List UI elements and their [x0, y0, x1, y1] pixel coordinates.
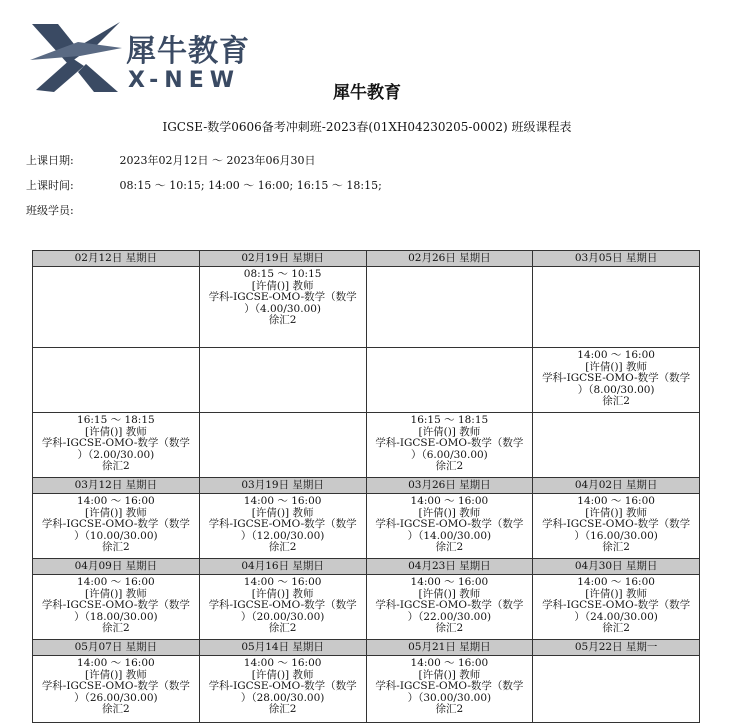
lesson-teacher: [许倩()] 教师: [251, 506, 314, 519]
lesson-course: 学科-IGCSE-OMO-数学（数学: [542, 518, 691, 530]
lesson-cell: [199, 656, 366, 723]
page-title: 犀牛教育: [333, 83, 401, 103]
lesson-course: 学科-IGCSE-OMO-数学（数学: [41, 680, 190, 692]
schedule-row: [33, 656, 700, 723]
lesson-progress: ）（16.00/30.00): [574, 529, 658, 542]
lesson-room: 徐汇2: [268, 314, 297, 326]
date-header: 02月12日 星期日: [33, 251, 200, 267]
lesson-progress: ）（20.00/30.00): [240, 610, 325, 623]
lesson-cell: [199, 494, 366, 559]
lesson-teacher: [许倩()] 教师: [585, 360, 647, 373]
lesson-course: 学科-IGCSE-OMO-数学（数学: [375, 599, 524, 611]
empty-cell: [533, 656, 700, 723]
empty-cell: [33, 348, 200, 413]
empty-cell: [366, 267, 533, 348]
schedule-subtitle: IGCSE-数学0606备考冲刺班-2023春(01XH04230205-0002) 班级课程表: [162, 120, 572, 134]
lesson-cell: [366, 494, 533, 559]
lesson-course: 学科-IGCSE-OMO-数学（数学: [41, 437, 190, 449]
lesson-time: 14:00 ～ 16:00: [577, 576, 655, 588]
lesson-progress: ）（6.00/30.00): [410, 448, 488, 461]
lesson-progress: ）（24.00/30.00): [574, 610, 658, 623]
schedule-table: [32, 250, 700, 723]
schedule-row: [33, 413, 700, 478]
lesson-course: 学科-IGCSE-OMO-数学（数学: [208, 599, 357, 611]
lesson-room: 徐汇2: [602, 622, 630, 634]
lesson-progress: ）（14.00/30.00): [407, 529, 492, 542]
lesson-time: 14:00 ～ 16:00: [410, 576, 489, 588]
lesson-cell: [366, 413, 533, 478]
date-header: 05月07日 星期日: [33, 640, 200, 656]
lesson-time: 16:15 ～ 18:15: [410, 414, 489, 426]
lesson-room: 徐汇2: [435, 541, 464, 553]
empty-cell: [33, 267, 200, 348]
lesson-cell: [366, 656, 533, 723]
week-header-row: [33, 640, 700, 656]
lesson-course: 学科-IGCSE-OMO-数学（数学: [542, 599, 691, 611]
lesson-cell: [533, 494, 700, 559]
lesson-time: 14:00 ～ 16:00: [243, 495, 322, 507]
lesson-course: 学科-IGCSE-OMO-数学（数学: [41, 518, 190, 530]
lesson-teacher: [许倩()] 教师: [85, 506, 147, 519]
date-header: 05月14日 星期日: [199, 640, 366, 656]
lesson-cell: [533, 348, 700, 413]
brand-name-en: X-NEW: [128, 68, 241, 93]
date-header: 02月19日 星期日: [199, 251, 366, 267]
date-header: 04月30日 星期日: [533, 559, 700, 575]
lesson-course: 学科-IGCSE-OMO-数学（数学: [375, 680, 524, 692]
date-header: 03月12日 星期日: [33, 478, 200, 494]
info-row-dates: [26, 152, 315, 168]
brand-name-cn: 犀牛教育: [126, 34, 250, 69]
lesson-time: 14:00 ～ 16:00: [243, 657, 322, 669]
lesson-cell: [199, 267, 366, 348]
lesson-progress: ）（10.00/30.00): [74, 529, 158, 542]
lesson-teacher: [许倩()] 教师: [418, 506, 481, 519]
lesson-time: 14:00 ～ 16:00: [410, 495, 489, 507]
info-row-students: [26, 202, 116, 218]
lesson-time: 14:00 ～ 16:00: [77, 495, 155, 507]
schedule-row: [33, 348, 700, 413]
schedule-row: [33, 267, 700, 348]
lesson-teacher: [许倩()] 教师: [251, 587, 314, 600]
lesson-cell: [33, 575, 200, 640]
lesson-course: 学科-IGCSE-OMO-数学（数学: [375, 518, 524, 530]
lesson-room: 徐汇2: [102, 541, 130, 553]
empty-cell: [533, 413, 700, 478]
schedule-row: [33, 494, 700, 559]
lesson-progress: ）（8.00/30.00): [577, 383, 655, 396]
schedule-row: [33, 575, 700, 640]
lesson-room: 徐汇2: [602, 395, 630, 407]
lesson-course: 学科-IGCSE-OMO-数学（数学: [208, 680, 357, 692]
date-header: 04月02日 星期日: [533, 478, 700, 494]
week-header-row: [33, 478, 700, 494]
lesson-course: 学科-IGCSE-OMO-数学（数学: [208, 518, 357, 530]
date-header: 02月26日 星期日: [366, 251, 533, 267]
lesson-time: 14:00 ～ 16:00: [243, 576, 322, 588]
lesson-course: 学科-IGCSE-OMO-数学（数学: [542, 372, 691, 384]
info-value: 08:15 ～ 10:15; 14:00 ～ 16:00; 16:15 ～ 18:15;: [119, 179, 382, 192]
lesson-teacher: [许倩()] 教师: [585, 506, 647, 519]
lesson-time: 14:00 ～ 16:00: [77, 657, 155, 669]
info-row-times: [26, 177, 382, 193]
lesson-teacher: [许倩()] 教师: [418, 587, 481, 600]
lesson-teacher: [许倩()] 教师: [418, 668, 481, 681]
date-header: 04月09日 星期日: [33, 559, 200, 575]
lesson-teacher: [许倩()] 教师: [418, 425, 481, 438]
lesson-progress: ）（22.00/30.00): [407, 610, 492, 623]
lesson-cell: [33, 656, 200, 723]
lesson-teacher: [许倩()] 教师: [85, 425, 147, 438]
week-header-row: [33, 559, 700, 575]
lesson-room: 徐汇2: [435, 622, 464, 634]
date-header: 04月23日 星期日: [366, 559, 533, 575]
lesson-cell: [33, 413, 200, 478]
lesson-time: 14:00 ～ 16:00: [410, 657, 489, 669]
empty-cell: [199, 348, 366, 413]
week-header-row: [33, 251, 700, 267]
lesson-cell: [366, 575, 533, 640]
date-header: 04月16日 星期日: [199, 559, 366, 575]
date-header: 03月19日 星期日: [199, 478, 366, 494]
lesson-room: 徐汇2: [102, 460, 130, 472]
lesson-course: 学科-IGCSE-OMO-数学（数学: [41, 599, 190, 611]
lesson-cell: [533, 575, 700, 640]
lesson-course: 学科-IGCSE-OMO-数学（数学: [208, 291, 357, 303]
lesson-room: 徐汇2: [102, 703, 130, 715]
lesson-room: 徐汇2: [102, 622, 130, 634]
lesson-course: 学科-IGCSE-OMO-数学（数学: [375, 437, 524, 449]
lesson-progress: ）（30.00/30.00): [407, 691, 492, 704]
lesson-room: 徐汇2: [268, 541, 297, 553]
lesson-time: 08:15 ～ 10:15: [243, 268, 322, 280]
lesson-progress: ）（26.00/30.00): [74, 691, 158, 704]
info-label: 上课时间:: [26, 179, 74, 192]
lesson-teacher: [许倩()] 教师: [251, 279, 314, 292]
lesson-teacher: [许倩()] 教师: [85, 668, 147, 681]
lesson-time: 16:15 ～ 18:15: [77, 414, 155, 426]
lesson-teacher: [许倩()] 教师: [585, 587, 647, 600]
lesson-progress: ）（2.00/30.00): [77, 448, 155, 461]
lesson-cell: [199, 575, 366, 640]
lesson-time: 14:00 ～ 16:00: [77, 576, 155, 588]
lesson-room: 徐汇2: [602, 541, 630, 553]
lesson-progress: ）（4.00/30.00): [244, 302, 322, 315]
lesson-room: 徐汇2: [268, 622, 297, 634]
date-header: 03月05日 星期日: [533, 251, 700, 267]
date-header: 05月22日 星期一: [533, 640, 700, 656]
empty-cell: [366, 348, 533, 413]
lesson-teacher: [许倩()] 教师: [85, 587, 147, 600]
lesson-room: 徐汇2: [435, 460, 464, 472]
date-header: 03月26日 星期日: [366, 478, 533, 494]
lesson-progress: ）（28.00/30.00): [240, 691, 325, 704]
lesson-room: 徐汇2: [268, 703, 297, 715]
lesson-cell: [33, 494, 200, 559]
lesson-teacher: [许倩()] 教师: [251, 668, 314, 681]
lesson-time: 14:00 ～ 16:00: [577, 495, 655, 507]
lesson-progress: ）（18.00/30.00): [74, 610, 158, 623]
lesson-progress: ）（12.00/30.00): [240, 529, 325, 542]
empty-cell: [533, 267, 700, 348]
info-label: 班级学员:: [26, 204, 74, 217]
lesson-room: 徐汇2: [435, 703, 464, 715]
empty-cell: [199, 413, 366, 478]
date-header: 05月21日 星期日: [366, 640, 533, 656]
info-value: 2023年02月12日 ～ 2023年06月30日: [119, 154, 316, 167]
lesson-time: 14:00 ～ 16:00: [577, 349, 655, 361]
info-label: 上课日期:: [26, 154, 74, 167]
